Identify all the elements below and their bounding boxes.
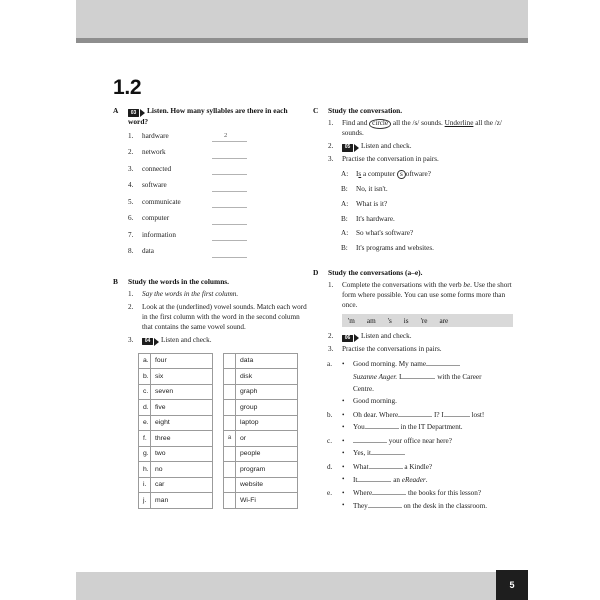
row-word: five bbox=[151, 400, 213, 416]
match-answer-cell[interactable] bbox=[224, 384, 236, 400]
item-line bbox=[341, 488, 513, 499]
circled-letter: s bbox=[397, 170, 406, 180]
line-text: What is it? bbox=[356, 199, 388, 208]
line-text: It bbox=[353, 475, 358, 484]
answer-blank[interactable] bbox=[444, 416, 470, 417]
step-3 bbox=[128, 336, 309, 346]
unit-number: 1.2 bbox=[113, 76, 142, 99]
word-row bbox=[128, 165, 309, 182]
exercise-d bbox=[313, 268, 513, 512]
word-table-column2 bbox=[223, 353, 298, 509]
match-answer-cell[interactable] bbox=[224, 400, 236, 416]
right-column bbox=[313, 106, 513, 520]
line-text: So what's software? bbox=[356, 229, 414, 238]
conversation-item-e bbox=[327, 488, 513, 511]
table-row bbox=[224, 384, 298, 400]
dialogue-line bbox=[341, 200, 513, 209]
verb-form: is bbox=[403, 316, 409, 325]
item-line bbox=[341, 410, 513, 421]
step-text: Say the words in the first column. bbox=[142, 289, 239, 298]
word-row bbox=[128, 181, 309, 198]
row-letter: c. bbox=[139, 384, 151, 400]
left-column bbox=[113, 106, 309, 518]
item-line bbox=[341, 436, 513, 447]
item-line bbox=[341, 501, 513, 512]
answer-blank[interactable] bbox=[371, 454, 405, 455]
speaker-label: B: bbox=[341, 184, 348, 193]
audio-track-number: 05 bbox=[342, 144, 353, 152]
answer-blank[interactable] bbox=[353, 442, 387, 443]
step-text: Practise the conversation in pairs. bbox=[342, 154, 439, 163]
word-number: 5. bbox=[128, 197, 134, 206]
step-text: Listen and check. bbox=[361, 141, 412, 150]
row-word: program bbox=[236, 462, 298, 478]
syllable-word-list bbox=[128, 132, 309, 264]
line-text: I bbox=[397, 372, 402, 381]
row-word: car bbox=[151, 477, 213, 493]
line-text: It's programs and websites. bbox=[356, 244, 434, 253]
step-1 bbox=[328, 119, 513, 139]
answer-blank[interactable] bbox=[369, 468, 403, 469]
conversation-item-d bbox=[327, 462, 513, 485]
audio-track-number: 04 bbox=[142, 338, 153, 346]
match-answer-cell[interactable] bbox=[224, 353, 236, 369]
exercise-d-items bbox=[327, 359, 513, 511]
line-text: Centre. bbox=[353, 384, 374, 393]
word-match-tables bbox=[138, 353, 309, 509]
row-word: laptop bbox=[236, 415, 298, 431]
word-row bbox=[128, 148, 309, 165]
item-line-cont bbox=[341, 384, 513, 395]
page-number: 5 bbox=[496, 570, 528, 600]
row-word: three bbox=[151, 431, 213, 447]
step-number: 3. bbox=[328, 154, 334, 163]
audio-badge-04[interactable] bbox=[142, 338, 159, 346]
answer-blank[interactable] bbox=[398, 416, 432, 417]
conversation-item-a bbox=[327, 359, 513, 407]
exercise-c-letter: C bbox=[313, 106, 319, 115]
row-word: two bbox=[151, 446, 213, 462]
step-number: 2. bbox=[328, 141, 334, 150]
word-answer-blank[interactable] bbox=[212, 174, 247, 175]
verb-form: 're bbox=[420, 316, 428, 325]
word-text: hardware bbox=[142, 131, 169, 140]
table-row bbox=[139, 431, 213, 447]
step-2 bbox=[328, 332, 513, 342]
circled-word-circle: circle bbox=[369, 119, 391, 129]
play-triangle-icon bbox=[154, 338, 159, 346]
step-text: Listen and check. bbox=[161, 335, 212, 344]
table-row bbox=[224, 353, 298, 369]
match-answer-cell[interactable] bbox=[224, 415, 236, 431]
match-answer-cell[interactable] bbox=[224, 446, 236, 462]
page-footer-band bbox=[76, 572, 528, 600]
row-word: man bbox=[151, 493, 213, 509]
line-text: Good morning. bbox=[353, 397, 397, 406]
row-letter: g. bbox=[139, 446, 151, 462]
row-word: data bbox=[236, 353, 298, 369]
line-text: Where bbox=[353, 489, 373, 498]
exercise-a-heading bbox=[128, 106, 309, 127]
word-table-column1 bbox=[138, 353, 213, 509]
page-header-band bbox=[76, 0, 528, 38]
line-text: Good morning. My name bbox=[353, 360, 427, 369]
row-word: graph bbox=[236, 384, 298, 400]
line-text-pre: I bbox=[356, 169, 359, 178]
row-word: people bbox=[236, 446, 298, 462]
line-text-post2: lost! bbox=[469, 411, 485, 420]
line-text: No, it isn't. bbox=[356, 184, 388, 193]
row-word: no bbox=[151, 462, 213, 478]
play-triangle-icon bbox=[140, 109, 145, 117]
row-word: group bbox=[236, 400, 298, 416]
row-letter: d. bbox=[139, 400, 151, 416]
table-row bbox=[139, 384, 213, 400]
table-row bbox=[224, 400, 298, 416]
dialogue-line bbox=[341, 170, 513, 180]
ereader-italic: eReader bbox=[401, 475, 426, 484]
dialogue-line bbox=[341, 244, 513, 253]
step-2 bbox=[328, 142, 513, 152]
word-number: 7. bbox=[128, 230, 134, 239]
item-letter: d. bbox=[327, 463, 333, 472]
row-letter: i. bbox=[139, 477, 151, 493]
answer-blank[interactable] bbox=[368, 507, 402, 508]
word-text: network bbox=[142, 148, 166, 157]
row-word: disk bbox=[236, 369, 298, 385]
speaker-label: A: bbox=[341, 199, 349, 208]
word-number: 6. bbox=[128, 214, 134, 223]
line-text-mid: a computer bbox=[361, 169, 397, 178]
exercise-c bbox=[313, 106, 513, 254]
row-letter: e. bbox=[139, 415, 151, 431]
table-row bbox=[139, 353, 213, 369]
item-line bbox=[341, 359, 513, 370]
underlined-letter: s bbox=[358, 169, 362, 178]
table-row bbox=[139, 462, 213, 478]
row-word: four bbox=[151, 353, 213, 369]
verb-be: be bbox=[463, 280, 471, 289]
match-answer-cell[interactable]: a bbox=[224, 431, 236, 447]
word-text: information bbox=[142, 230, 176, 239]
exercise-a-heading-text: Listen. How many syllables are there in each word? bbox=[128, 106, 288, 126]
verb-form: 'm bbox=[348, 316, 355, 325]
speaker-label: A: bbox=[341, 169, 349, 178]
step-2 bbox=[128, 303, 309, 333]
step-number: 1. bbox=[128, 289, 134, 298]
line-text-post: I? I bbox=[432, 411, 444, 420]
word-number: 2. bbox=[128, 148, 134, 157]
speaker-label: B: bbox=[341, 214, 348, 223]
item-letter: a. bbox=[327, 360, 332, 369]
line-text-post: the books for this lesson? bbox=[406, 489, 482, 498]
word-text: computer bbox=[142, 214, 170, 223]
row-word: six bbox=[151, 369, 213, 385]
audio-badge-03[interactable] bbox=[128, 109, 145, 117]
word-number: 8. bbox=[128, 247, 134, 256]
line-text-post: your office near here? bbox=[387, 437, 452, 446]
answer-blank[interactable] bbox=[365, 428, 399, 429]
table-row bbox=[224, 446, 298, 462]
step-text: Listen and check. bbox=[361, 332, 412, 341]
step-text-post: all the /z/ sounds. bbox=[342, 118, 502, 137]
word-number: 1. bbox=[128, 131, 134, 140]
item-letter: c. bbox=[327, 437, 332, 446]
exercise-d-steps bbox=[328, 281, 513, 311]
word-row bbox=[128, 247, 309, 264]
word-row bbox=[128, 231, 309, 248]
line-text: It's hardware. bbox=[356, 214, 395, 223]
step-3 bbox=[328, 345, 513, 355]
item-line bbox=[341, 462, 513, 473]
step-number: 2. bbox=[128, 302, 134, 311]
row-letter: f. bbox=[139, 431, 151, 447]
match-answer-cell[interactable] bbox=[224, 462, 236, 478]
step-text-pre: Find and bbox=[342, 118, 370, 127]
exercise-a bbox=[113, 106, 309, 264]
answer-blank[interactable] bbox=[357, 481, 391, 482]
answer-blank[interactable] bbox=[372, 494, 406, 495]
item-letter: b. bbox=[327, 411, 333, 420]
item-line bbox=[341, 422, 513, 433]
table-row bbox=[139, 493, 213, 509]
conversation-item-c bbox=[327, 436, 513, 459]
table-row bbox=[139, 446, 213, 462]
table-row bbox=[224, 477, 298, 493]
word-answer-blank[interactable] bbox=[212, 240, 247, 241]
verb-form: 's bbox=[387, 316, 392, 325]
word-answer-value: 2 bbox=[224, 131, 228, 139]
step-number: 2. bbox=[328, 332, 334, 341]
word-text: data bbox=[142, 247, 154, 256]
exercise-b-heading: Study the words in the columns. bbox=[128, 276, 230, 286]
match-answer-cell[interactable] bbox=[224, 369, 236, 385]
item-line-cont bbox=[341, 372, 513, 383]
word-answer-blank[interactable] bbox=[212, 224, 247, 225]
conversation-item-b bbox=[327, 410, 513, 433]
dialogue-line bbox=[341, 229, 513, 238]
answer-blank[interactable] bbox=[401, 378, 435, 379]
match-answer-cell[interactable] bbox=[224, 477, 236, 493]
match-answer-cell[interactable] bbox=[224, 493, 236, 509]
line-text: Yes, it bbox=[353, 449, 372, 458]
line-text: Oh dear. Where bbox=[353, 411, 399, 420]
exercise-d-letter: D bbox=[313, 267, 319, 277]
step-text: Look at the (underlined) vowel sounds. Match each word in the first column with the word in the second column that contains the same vowel sound. bbox=[142, 302, 307, 331]
step-number: 1. bbox=[328, 280, 334, 289]
word-row bbox=[128, 132, 309, 149]
verb-form: are bbox=[439, 316, 449, 325]
exercise-b-steps bbox=[128, 290, 309, 346]
table-row bbox=[139, 415, 213, 431]
item-line bbox=[341, 448, 513, 459]
item-letter: e. bbox=[327, 489, 332, 498]
exercise-b-letter: B bbox=[113, 276, 118, 286]
verb-forms-box bbox=[342, 314, 513, 327]
word-answer-blank[interactable] bbox=[212, 207, 247, 208]
item-line bbox=[341, 475, 513, 486]
play-triangle-icon bbox=[354, 334, 359, 342]
word-number: 4. bbox=[128, 181, 134, 190]
speaker-label: A: bbox=[341, 229, 349, 238]
answer-blank[interactable] bbox=[426, 365, 460, 366]
table-row bbox=[224, 462, 298, 478]
table-row bbox=[224, 369, 298, 385]
exercise-c-heading: Study the conversation. bbox=[328, 106, 403, 115]
row-letter: j. bbox=[139, 493, 151, 509]
exercise-c-steps bbox=[328, 119, 513, 165]
word-text: software bbox=[142, 181, 167, 190]
line-text-post: in the IT Department. bbox=[398, 423, 463, 432]
line-text-post: on the desk in the classroom. bbox=[401, 501, 488, 510]
line-text: They bbox=[353, 501, 368, 510]
line-text-post: an bbox=[391, 475, 402, 484]
line-text-post: oftware? bbox=[405, 169, 431, 178]
audio-track-number: 03 bbox=[128, 109, 139, 117]
exercise-b bbox=[113, 277, 309, 509]
item-line bbox=[341, 396, 513, 407]
exercise-a-letter: A bbox=[113, 106, 119, 115]
audio-badge-06[interactable] bbox=[342, 334, 359, 342]
play-triangle-icon bbox=[354, 144, 359, 152]
word-text: connected bbox=[142, 164, 172, 173]
line-text: What bbox=[353, 463, 369, 472]
exercise-d-heading: Study the conversations (a–e). bbox=[328, 267, 423, 277]
step-1 bbox=[328, 281, 513, 311]
row-word: seven bbox=[151, 384, 213, 400]
audio-track-number: 06 bbox=[342, 335, 353, 343]
underlined-word: Underline bbox=[444, 118, 474, 127]
row-letter: b. bbox=[139, 369, 151, 385]
page-header-rule bbox=[76, 38, 528, 43]
row-word: eight bbox=[151, 415, 213, 431]
line-text-post2: . bbox=[425, 475, 428, 484]
step-text: Practise the conversations in pairs. bbox=[342, 345, 442, 354]
row-word: Wi-Fi bbox=[236, 493, 298, 509]
row-word: or bbox=[236, 431, 298, 447]
word-answer-blank[interactable] bbox=[212, 158, 247, 159]
word-answer-blank[interactable] bbox=[212, 141, 247, 142]
step-number: 3. bbox=[328, 345, 334, 354]
dialogue-line bbox=[341, 215, 513, 224]
word-answer-blank[interactable] bbox=[212, 191, 247, 192]
word-row bbox=[128, 198, 309, 215]
table-row bbox=[139, 400, 213, 416]
exercise-d-steps-cont bbox=[328, 332, 513, 355]
row-word: website bbox=[236, 477, 298, 493]
row-letter: h. bbox=[139, 462, 151, 478]
row-letter: a. bbox=[139, 353, 151, 369]
speaker-label: B: bbox=[341, 244, 348, 253]
table-row bbox=[139, 369, 213, 385]
line-text-post: with the Career bbox=[435, 372, 482, 381]
word-row bbox=[128, 214, 309, 231]
table-row bbox=[224, 431, 298, 447]
line-text-post: a Kindle? bbox=[402, 463, 433, 472]
step-text-mid: all the /s/ sounds. bbox=[391, 118, 445, 127]
word-answer-blank[interactable] bbox=[212, 257, 247, 258]
dialogue-line bbox=[341, 185, 513, 194]
step-text-pre: Complete the conversations with the verb bbox=[342, 280, 464, 289]
table-row bbox=[139, 477, 213, 493]
table-row bbox=[224, 415, 298, 431]
line-text: You bbox=[353, 423, 365, 432]
word-number: 3. bbox=[128, 164, 134, 173]
step-3 bbox=[328, 155, 513, 165]
verb-form: am bbox=[366, 316, 376, 325]
step-1 bbox=[128, 290, 309, 300]
step-text-post: . Use the short form where possible. You can use some forms more than once. bbox=[342, 280, 512, 309]
step-number: 1. bbox=[328, 118, 334, 127]
word-text: communicate bbox=[142, 197, 181, 206]
conversation-lines bbox=[341, 170, 513, 254]
name-italic: Suzanne Auger. bbox=[353, 372, 398, 381]
audio-badge-05[interactable] bbox=[342, 144, 359, 152]
step-number: 3. bbox=[128, 335, 134, 344]
table-row bbox=[224, 493, 298, 509]
